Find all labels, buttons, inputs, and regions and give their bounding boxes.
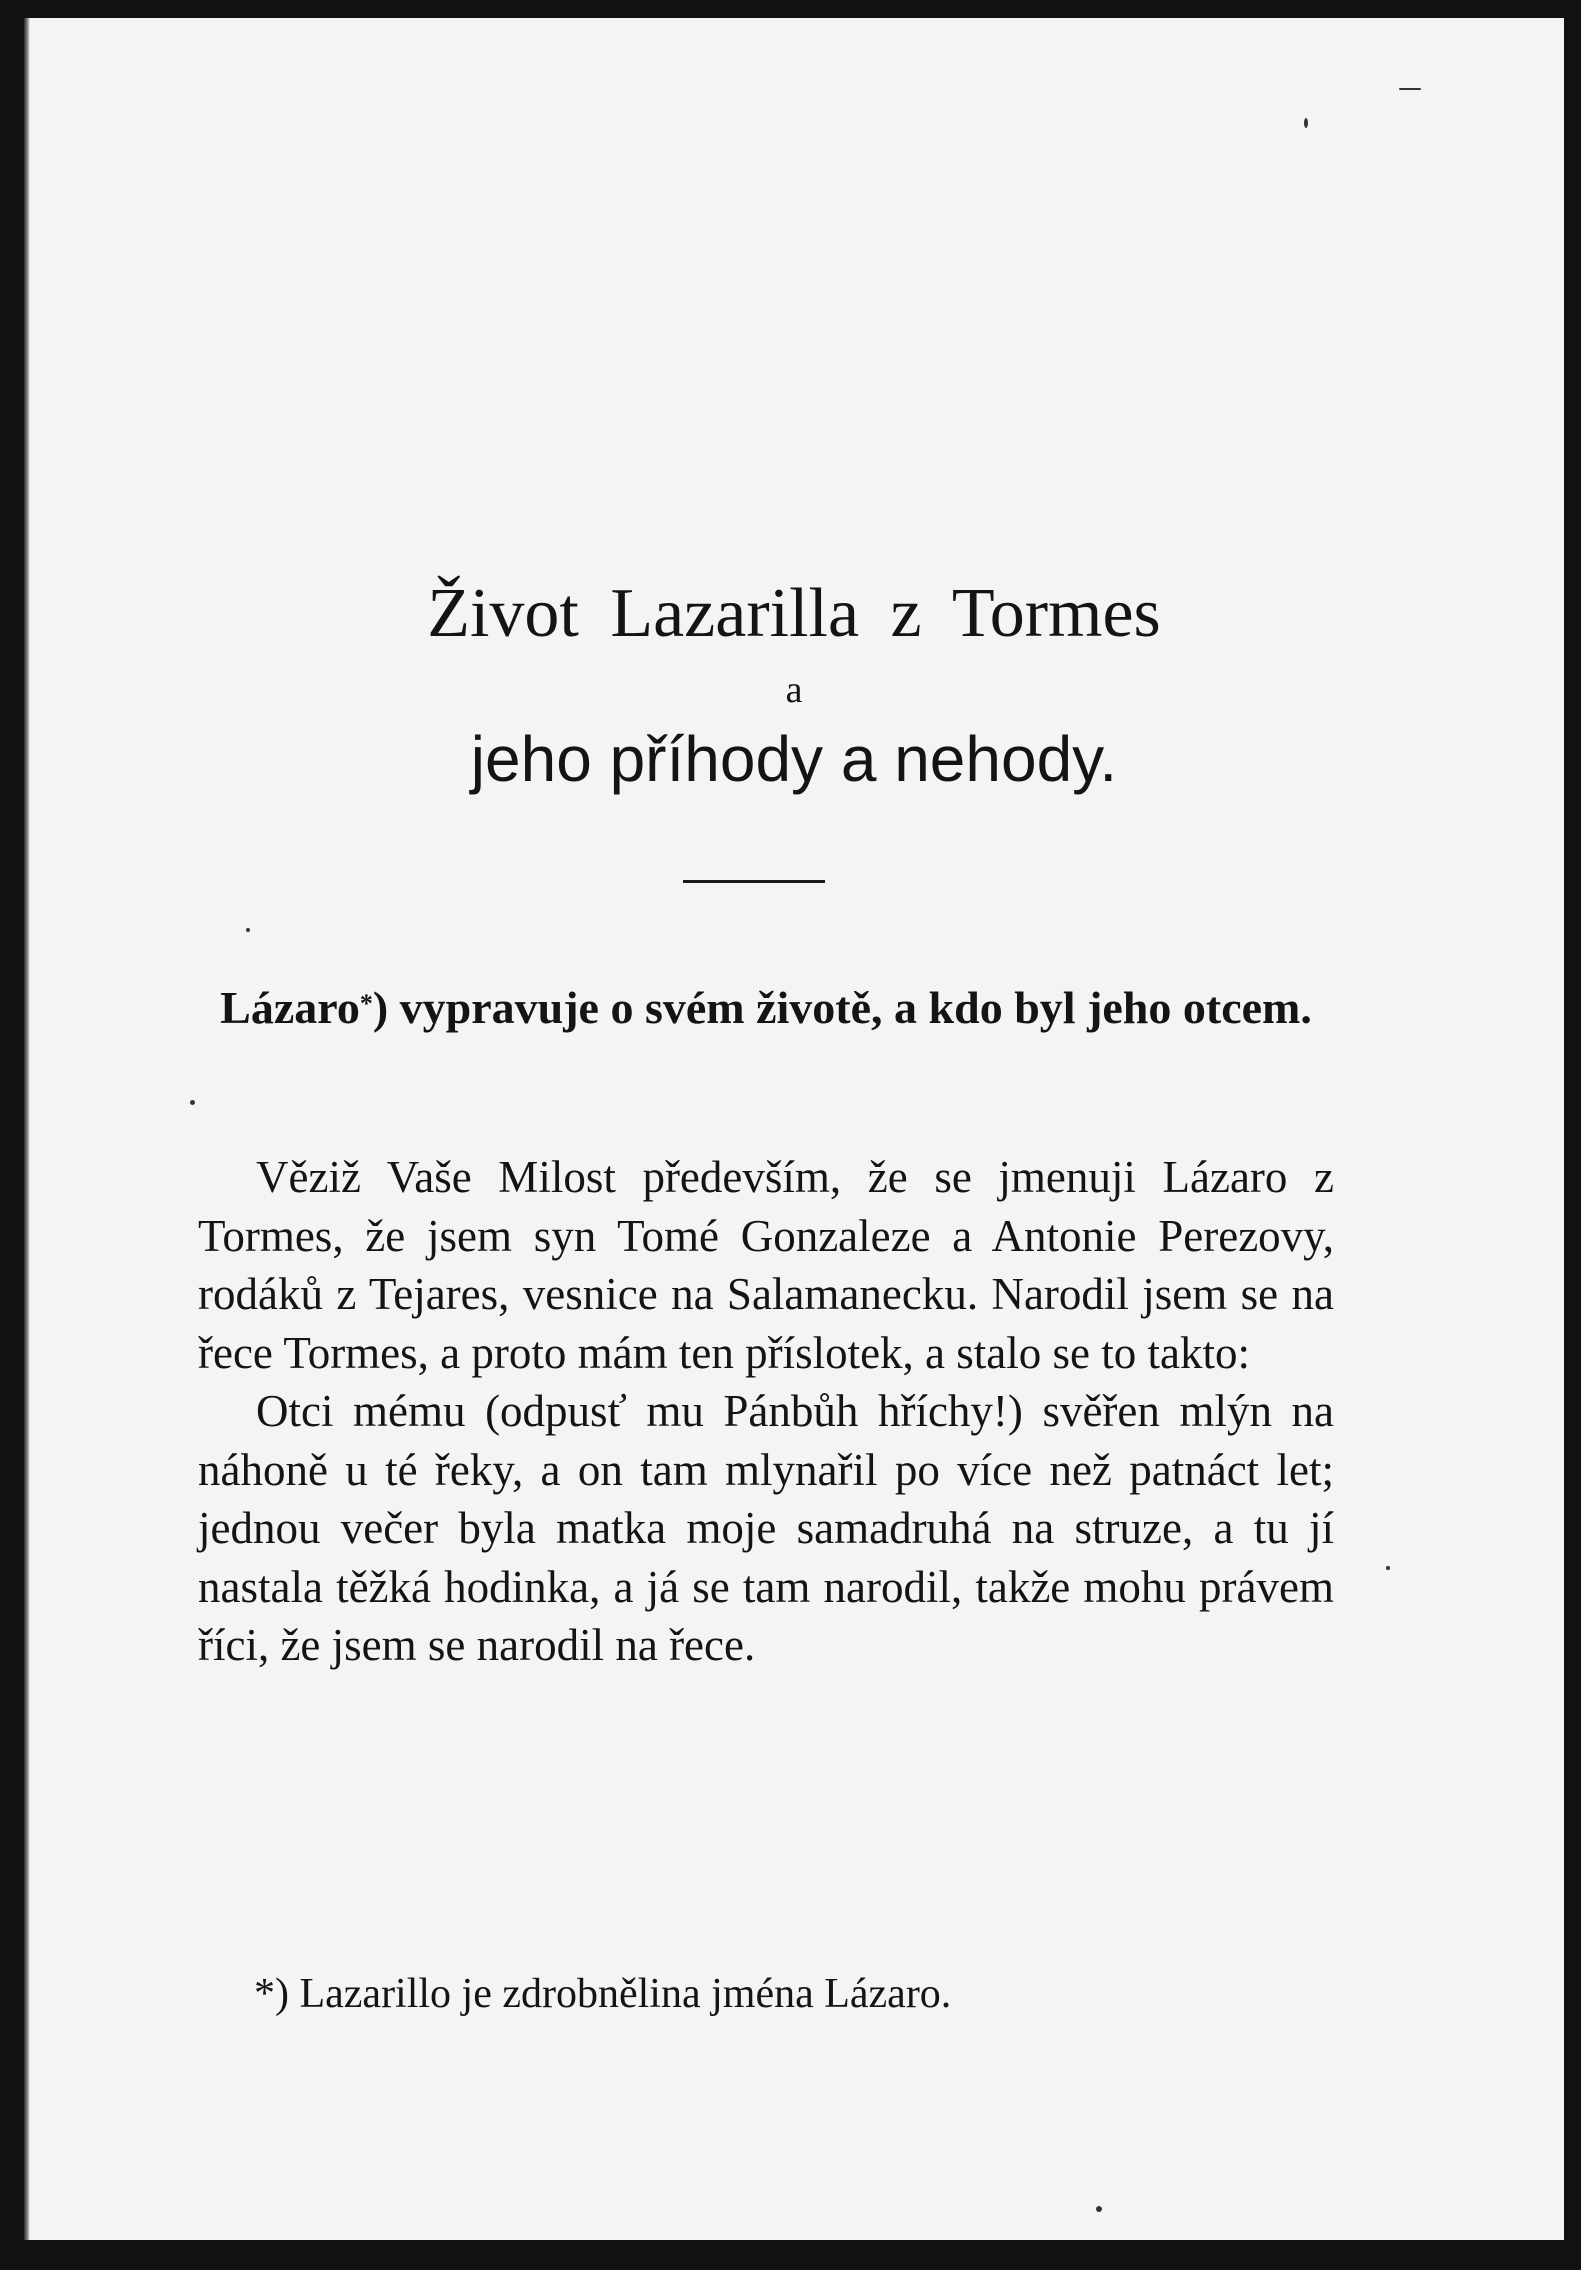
paragraph-2: Otci mému (odpusť mu Pánbůh hříchy!) svěřen mlýn na náhoně u té řeky, a on tam mlynařil po více než patnáct let; jednou večer byla matka moje samadruhá na struze, a tu jí nastala těžká hodinka, a já se tam narodil, takže mohu právem říci, že jsem se narodil na řece. xyxy=(198,1386,1334,1670)
title-line-3: jeho příhody a nehody. xyxy=(470,723,1118,795)
paragraph-1: Vězіž Vaše Milost především, že se jmenuji Lázaro z Tormes, že jsem syn Tomé Gonzaleze a Antonie Perezovy, rodáků z Tejares, vesnice na Salamanecku. Narodil jsem se na řece Tormes, a proto mám ten příslotek, a stalo se to takto: xyxy=(198,1152,1334,1378)
title-line-1: Život Lazarilla z Tormes xyxy=(427,575,1161,652)
print-speck xyxy=(246,928,250,932)
body-text xyxy=(198,1148,1334,1675)
chapter-heading-name: Lázaro xyxy=(220,982,360,1033)
footnote-marker: * xyxy=(359,989,373,1018)
print-speck xyxy=(1386,1566,1390,1570)
print-speck xyxy=(190,1100,195,1105)
print-speck xyxy=(1096,2206,1102,2212)
title-line-2: a xyxy=(785,669,803,711)
print-speck xyxy=(1399,88,1421,90)
print-speck xyxy=(1304,118,1308,128)
page-binding-edge xyxy=(24,18,30,2240)
chapter-heading xyxy=(198,980,1334,1036)
book-page xyxy=(24,18,1564,2240)
footnote: *) Lazarillo je zdrobnělina jména Lázaro. xyxy=(254,1971,952,2017)
title-divider xyxy=(683,880,825,883)
chapter-heading-rest: ) vypravuje o svém životě, a kdo byl jeho otcem. xyxy=(372,982,1312,1033)
